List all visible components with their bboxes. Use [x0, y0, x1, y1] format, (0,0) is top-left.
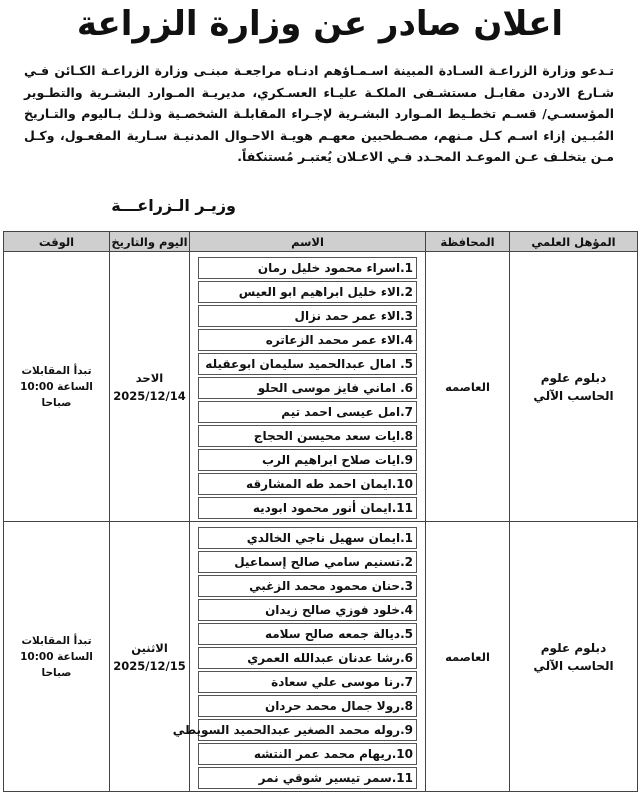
list-item: 6. اماني فايز موسى الحلو [198, 377, 417, 399]
list-item: 10.ايمان احمد طه المشارقه [198, 473, 417, 495]
list-item: 4.خلود فوزي صالح زيدان [198, 599, 417, 621]
date-label: 2025/12/14 [113, 388, 186, 403]
day-date-cell [110, 252, 190, 522]
table-header-row [4, 232, 638, 252]
qualification-cell [510, 522, 638, 792]
list-item: 3.حنان محمود محمد الزغبي [198, 575, 417, 597]
governorate-cell: العاصمه [426, 522, 510, 792]
qualification-line: دبلوم علوم [540, 640, 607, 655]
header-governorate: المحافظة [426, 232, 510, 252]
qualification-line: الحاسب الآلي [533, 388, 614, 403]
table-row [4, 522, 638, 792]
list-item: 11.سمر تيسير شوقي نمر [198, 767, 417, 789]
time-label: صباحا [41, 396, 72, 409]
qualification-line: الحاسب الآلي [533, 658, 614, 673]
qualification-line: دبلوم علوم [540, 370, 607, 385]
list-item: 6.رشا عدنان عبدالله العمري [198, 647, 417, 669]
governorate-cell: العاصمه [426, 252, 510, 522]
list-item: 5.ديالة جمعه صالح سلامه [198, 623, 417, 645]
signature: وزيـر الـزراعـــة [111, 196, 236, 215]
list-item: 2.الاء خليل ابراهيم ابو العيس [198, 281, 417, 303]
header-day-date: اليوم والتاريخ [110, 232, 190, 252]
names-cell [190, 252, 426, 522]
qualification-cell [510, 252, 638, 522]
list-item: 9.روله محمد الصغير عبدالحميد السويطي [198, 719, 417, 741]
day-label: الاثنين [131, 640, 168, 655]
list-item: 8.رولا جمال محمد حردان [198, 695, 417, 717]
list-item: 5. امال عبدالحميد سليمان ابوعقيله [198, 353, 417, 375]
page-title: اعلان صادر عن وزارة الزراعة [76, 4, 564, 44]
announcement-body: تـدعو وزارة الزراعـة السـادة المبينة اسـمـاؤهم ادنـاه مراجعـة مبنـى وزارة الزراعـة الكـائن فـي شـارع الاردن مقابـل مستشـفى الملكـة عليـاء العسـكري، مديريـة المـوارد البشـرية والتطـوير المؤسسـي/ قسـم تخطـيط المـوارد البشـرية لإجـراء المقابلـة الشخصـية وذلـك بـاليوم والتـاريخ المُبـين إزاء اسـم كـل مـنهم، مصـطحبين معهـم هويـة الاحـوال المدنيـة سـارية المفعـول، وكـل مـن يتخلـف عـن الموعـد المحـدد فـي الاعـلان يُعتبـر مُستنكفاً. [24, 63, 614, 164]
names-cell [172, 522, 426, 792]
list-item: 2.تسنيم سامي صالح إسماعيل [198, 551, 417, 573]
time-cell [4, 522, 110, 792]
list-item: 7.رنا موسى علي سعادة [198, 671, 417, 693]
time-label: تبدأ المقابلات الساعة 10:00 [20, 634, 93, 663]
time-cell [4, 252, 110, 522]
day-label: الاحد [135, 370, 164, 385]
list-item: 1.اسراء محمود خليل رمان [198, 257, 417, 279]
table-row [4, 252, 638, 522]
date-label: 2025/12/15 [113, 658, 186, 673]
list-item: 7.امل عيسى احمد تيم [198, 401, 417, 423]
list-item: 10.ريهام محمد عمر النتشه [198, 743, 417, 765]
header-name: الاسم [190, 232, 426, 252]
header-qualification: المؤهل العلمي [510, 232, 638, 252]
header-time: الوقت [4, 232, 110, 252]
list-item: 9.ايات صلاح ابراهيم الرب [198, 449, 417, 471]
day-date-cell [110, 522, 190, 792]
list-item: 1.ايمان سهيل ناجي الخالدي [198, 527, 417, 549]
time-label: تبدأ المقابلات الساعة 10:00 [20, 364, 93, 393]
list-item: 11.ايمان أنور محمود ابوديه [198, 497, 417, 519]
time-label: صباحا [41, 666, 72, 679]
candidates-table [3, 231, 638, 792]
list-item: 4.الاء عمر محمد الزعاتره [198, 329, 417, 351]
list-item: 3.الاء عمر حمد نزال [198, 305, 417, 327]
list-item: 8.ايات سعد محيسن الحجاج [198, 425, 417, 447]
